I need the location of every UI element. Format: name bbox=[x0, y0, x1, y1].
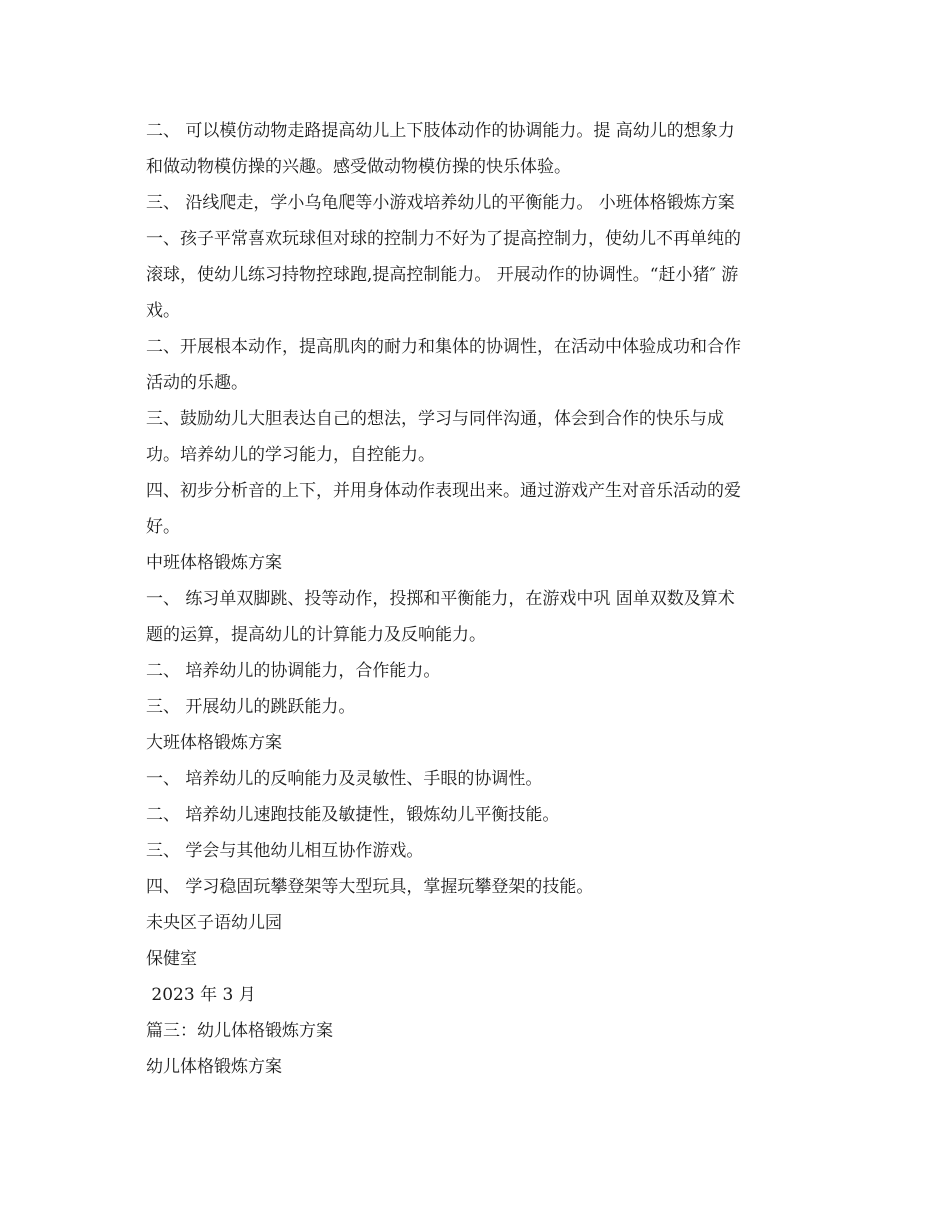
text-line: 活动的乐趣。 bbox=[146, 373, 248, 393]
text-line: 题的运算，提高幼儿的计算能力及反响能力。 bbox=[146, 625, 486, 645]
chapter-heading: 篇三：幼儿体格锻炼方案 bbox=[146, 1021, 333, 1041]
text-line: 好。 bbox=[146, 517, 180, 537]
text-line: 二、 培养幼儿的协调能力，合作能力。 bbox=[146, 661, 441, 681]
text-line: 二、 培养幼儿速跑技能及敏捷性，锻炼幼儿平衡技能。 bbox=[146, 805, 560, 825]
text-line: 二、 可以模仿动物走路提高幼儿上下肢体动作的协调能力。提 高幼儿的想象力 bbox=[146, 121, 735, 141]
text-line: 三、 开展幼儿的跳跃能力。 bbox=[146, 697, 356, 717]
section-heading: 中班体格锻炼方案 bbox=[146, 553, 282, 573]
document-title: 幼儿体格锻炼方案 bbox=[146, 1057, 282, 1077]
text-line: 戏。 bbox=[146, 301, 180, 321]
text-line: 四、 学习稳固玩攀登架等大型玩具，掌握玩攀登架的技能。 bbox=[146, 877, 594, 897]
department-name: 保健室 bbox=[146, 949, 197, 969]
text-line: 一、孩子平常喜欢玩球但对球的控制力不好为了提高控制力，使幼儿不再单纯的 bbox=[146, 229, 741, 249]
text-line: 二、开展根本动作，提高肌肉的耐力和集体的协调性，在活动中体验成功和合作 bbox=[146, 337, 741, 357]
section-heading: 大班体格锻炼方案 bbox=[146, 733, 282, 753]
text-line: 三、 学会与其他幼儿相互协作游戏。 bbox=[146, 841, 424, 861]
text-line: 一、 练习单双脚跳、投等动作，投掷和平衡能力，在游戏中巩 固单双数及算术 bbox=[146, 589, 735, 609]
text-line: 四、初步分析音的上下，并用身体动作表现出来。通过游戏产生对音乐活动的爱 bbox=[146, 481, 741, 501]
text-line: 滚球，使幼儿练习持物控球跑,提高控制能力。 开展动作的协调性。“赶小猪″ 游 bbox=[146, 265, 739, 285]
text-line: 三、鼓励幼儿大胆表达自己的想法，学习与同伴沟通，体会到合作的快乐与成 bbox=[146, 409, 724, 429]
document-date: 2023 年 3 月 bbox=[146, 985, 256, 1005]
document-body bbox=[146, 113, 816, 1085]
organization-name: 未央区子语幼儿园 bbox=[146, 913, 282, 933]
text-line: 一、 培养幼儿的反响能力及灵敏性、手眼的协调性。 bbox=[146, 769, 543, 789]
text-line: 三、 沿线爬走，学小乌龟爬等小游戏培养幼儿的平衡能力。 小班体格锻炼方案 bbox=[146, 193, 735, 213]
text-line: 功。培养幼儿的学习能力，自控能力。 bbox=[146, 445, 435, 465]
text-line: 和做动物模仿操的兴趣。感受做动物模仿操的快乐体验。 bbox=[146, 157, 571, 177]
